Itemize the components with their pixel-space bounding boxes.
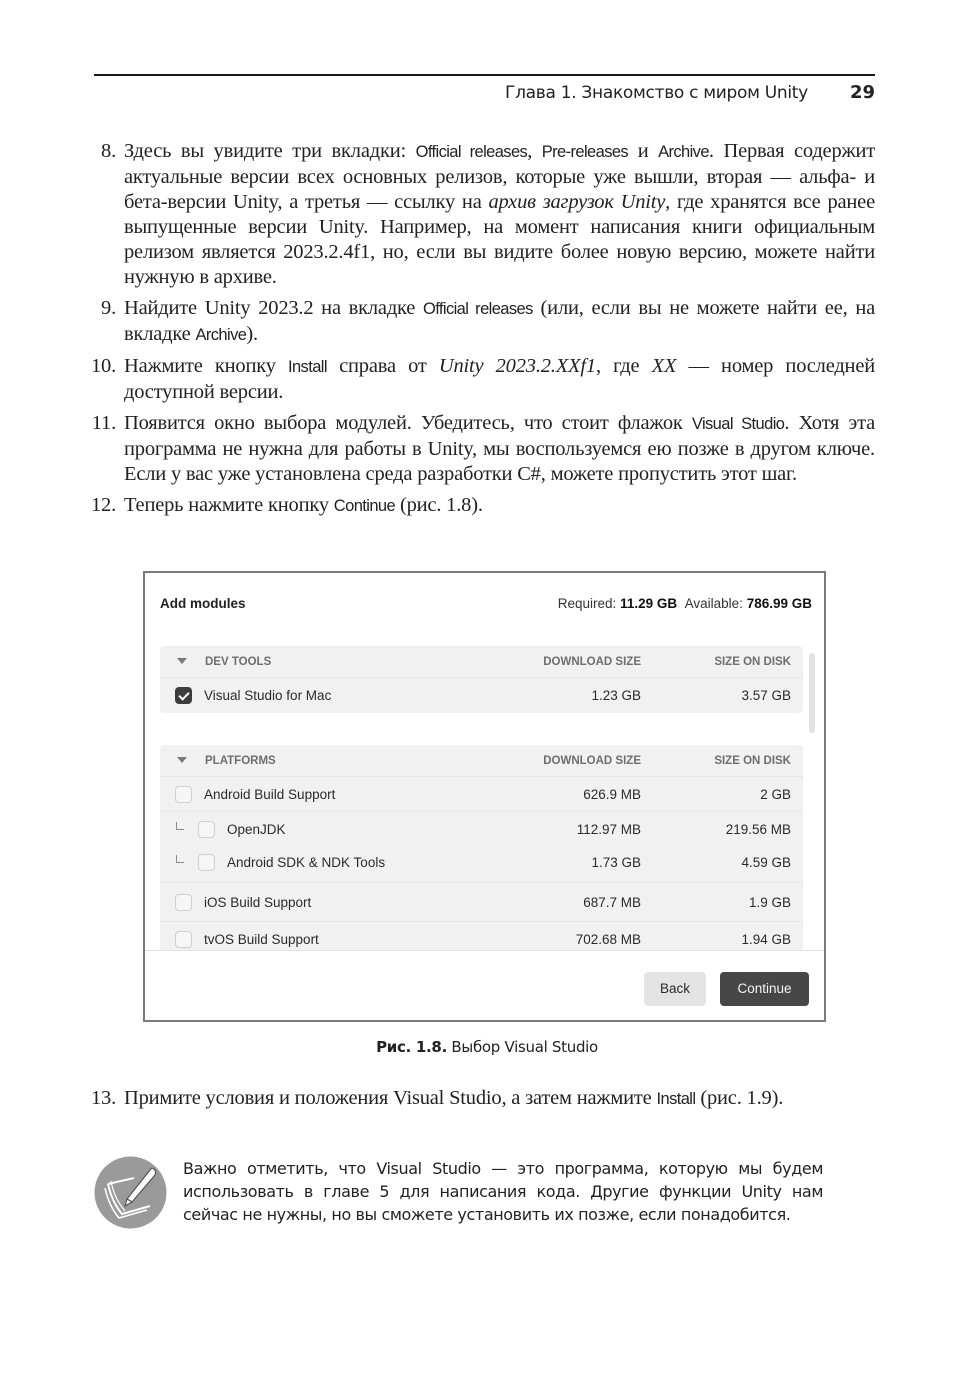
- tree-elbow-icon: [176, 855, 184, 863]
- checkbox-checked-icon[interactable]: [175, 687, 192, 704]
- size-on-disk: 1.9 GB: [748, 895, 791, 910]
- module-row-openjdk[interactable]: [160, 812, 803, 845]
- step-text: и: [628, 140, 659, 162]
- step-text: . Первая содержит актуальные версии всех основных релизов, которые уже вышли, вторая — альфа- и бета-версии Unity, а третья — ссылку на: [124, 140, 876, 213]
- step-13: [80, 1086, 875, 1112]
- ui-term: Continue: [333, 497, 396, 515]
- module-name: iOS Build Support: [204, 895, 312, 910]
- step-text: ).: [246, 323, 258, 345]
- version-placeholder: XX: [651, 355, 677, 377]
- step-8: [80, 139, 875, 290]
- step-number: 9.: [101, 297, 116, 319]
- step-text: справа от: [326, 355, 439, 377]
- tree-elbow-icon: [176, 822, 184, 830]
- step-text: , где хранятся все ранее выпущенные версии Unity. Например, на момент написания книги официальным релизом является 2023.2.4f1, но, если вы видите более новую версию, можете найти нужную в архиве.: [124, 191, 875, 288]
- step-text: (или, если вы не можете найти ее, на вкладке: [124, 297, 875, 345]
- step-text: Здесь вы увидите три вкладки:: [124, 140, 416, 162]
- module-row-ios[interactable]: [160, 883, 803, 922]
- step-9: [80, 296, 875, 348]
- module-row-android-sdk[interactable]: [160, 845, 803, 883]
- module-row-android[interactable]: [160, 777, 803, 812]
- figure-caption-text: Выбор Visual Studio: [446, 1038, 598, 1056]
- step-text: — номер последней доступной версии.: [124, 355, 875, 403]
- steps-list: [80, 139, 875, 519]
- column-size-on-disk: SIZE ON DISK: [714, 656, 791, 668]
- module-name: OpenJDK: [227, 822, 286, 837]
- ui-term: Install: [656, 1090, 696, 1108]
- step-10: [80, 354, 875, 405]
- column-download-size: DOWNLOAD SIZE: [543, 656, 641, 668]
- step-text: Появится окно выбора модулей. Убедитесь, что стоит флажок: [124, 412, 692, 434]
- step-text: Примите условия и положения Visual Studio, а затем нажмите: [124, 1087, 657, 1109]
- ui-term: Archive: [195, 326, 247, 344]
- ui-term: Official releases: [415, 143, 528, 161]
- download-size: 626.9 MB: [583, 787, 641, 802]
- checkbox-unchecked-icon[interactable]: [198, 854, 215, 871]
- download-size: 1.73 GB: [591, 855, 641, 870]
- figure-label: Рис. 1.8.: [376, 1038, 447, 1056]
- step-text: ,: [527, 140, 542, 162]
- collapse-triangle-icon[interactable]: [177, 658, 187, 664]
- step-11: [80, 411, 875, 487]
- ui-term: Install: [288, 358, 327, 376]
- section-platforms: [160, 745, 803, 962]
- module-row-visual-studio[interactable]: [160, 678, 803, 713]
- step-number: 11.: [91, 412, 116, 434]
- download-size: 687.7 MB: [583, 895, 641, 910]
- size-on-disk: 4.59 GB: [741, 855, 791, 870]
- module-name: tvOS Build Support: [204, 932, 319, 947]
- ui-term: Pre-releases: [541, 143, 629, 161]
- size-on-disk: 219.56 MB: [725, 822, 791, 837]
- add-modules-dialog: [143, 571, 826, 1022]
- running-head: [94, 82, 875, 103]
- step-12: [80, 493, 875, 519]
- page-number: 29: [849, 82, 875, 103]
- checkbox-unchecked-icon[interactable]: [175, 786, 192, 803]
- step-number: 13.: [90, 1087, 116, 1109]
- checkbox-unchecked-icon[interactable]: [175, 931, 192, 948]
- size-on-disk: 2 GB: [760, 787, 791, 802]
- module-name: Visual Studio for Mac: [204, 688, 332, 703]
- download-size: 702.68 MB: [575, 932, 641, 947]
- required-label: Required:: [557, 596, 617, 611]
- section-title: PLATFORMS: [205, 755, 276, 767]
- pen-paper-note-icon: [94, 1156, 167, 1229]
- step-text: (рис. 1.9).: [695, 1087, 784, 1109]
- steps-list-continued: [80, 1086, 875, 1112]
- continue-button[interactable]: Continue: [720, 972, 809, 1006]
- header-rule: [94, 74, 875, 76]
- available-value: 786.99 GB: [746, 596, 812, 611]
- archive-link-text: архив загрузок Unity: [488, 191, 666, 213]
- version-text: Unity 2023.2.XXf1: [438, 355, 596, 377]
- chapter-title: Глава 1. Знакомство с миром Unity: [505, 83, 808, 103]
- size-on-disk: 1.94 GB: [741, 932, 791, 947]
- step-number: 10.: [90, 355, 116, 377]
- available-label: Available:: [684, 596, 743, 611]
- footer-divider: [145, 950, 824, 951]
- step-number: 12.: [90, 494, 116, 516]
- module-name: Android Build Support: [204, 787, 336, 802]
- step-text: , где: [595, 355, 652, 377]
- figure-caption: [0, 1038, 974, 1056]
- download-size: 112.97 MB: [576, 822, 641, 837]
- checkbox-unchecked-icon[interactable]: [175, 894, 192, 911]
- step-number: 8.: [101, 140, 116, 162]
- back-button[interactable]: Back: [644, 972, 706, 1006]
- step-text: Нажмите кнопку: [124, 355, 288, 377]
- collapse-triangle-icon[interactable]: [177, 757, 187, 763]
- download-size: 1.23 GB: [591, 688, 641, 703]
- module-name: Android SDK & NDK Tools: [227, 855, 386, 870]
- disk-space-summary: [558, 596, 812, 611]
- ui-term: Official releases: [423, 300, 533, 318]
- step-text: Теперь нажмите кнопку: [124, 494, 334, 516]
- ui-term: Archive: [658, 143, 709, 161]
- column-download-size: DOWNLOAD SIZE: [543, 755, 641, 767]
- module-list-scrollbar[interactable]: [809, 653, 815, 733]
- required-value: 11.29 GB: [620, 596, 678, 611]
- section-dev-tools: [160, 646, 803, 713]
- size-on-disk: 3.57 GB: [741, 688, 791, 703]
- section-title: DEV TOOLS: [205, 656, 272, 668]
- column-size-on-disk: SIZE ON DISK: [714, 755, 791, 767]
- checkbox-unchecked-icon[interactable]: [198, 821, 215, 838]
- step-text: Найдите Unity 2023.2 на вкладке: [124, 297, 423, 319]
- section-header[interactable]: [160, 646, 803, 678]
- step-text: . Хотя эта программа не нужна для работы в Unity, мы воспользуемся ею позже в другом ключе. Если у вас уже установлена среда разработки C#, можете пропустить этот шаг.: [124, 412, 876, 485]
- section-header[interactable]: [160, 745, 803, 777]
- note-text: Важно отметить, что Visual Studio — это программа, которую мы будем использовать в главе 5 для написания кода. Другие функции Unity нам сейчас не нужны, но вы сможете установить их позже, если понадобится.: [183, 1159, 823, 1224]
- step-text: (рис. 1.8).: [395, 494, 483, 516]
- dialog-title: Add modules: [160, 596, 246, 611]
- ui-term: Visual Studio: [691, 415, 785, 433]
